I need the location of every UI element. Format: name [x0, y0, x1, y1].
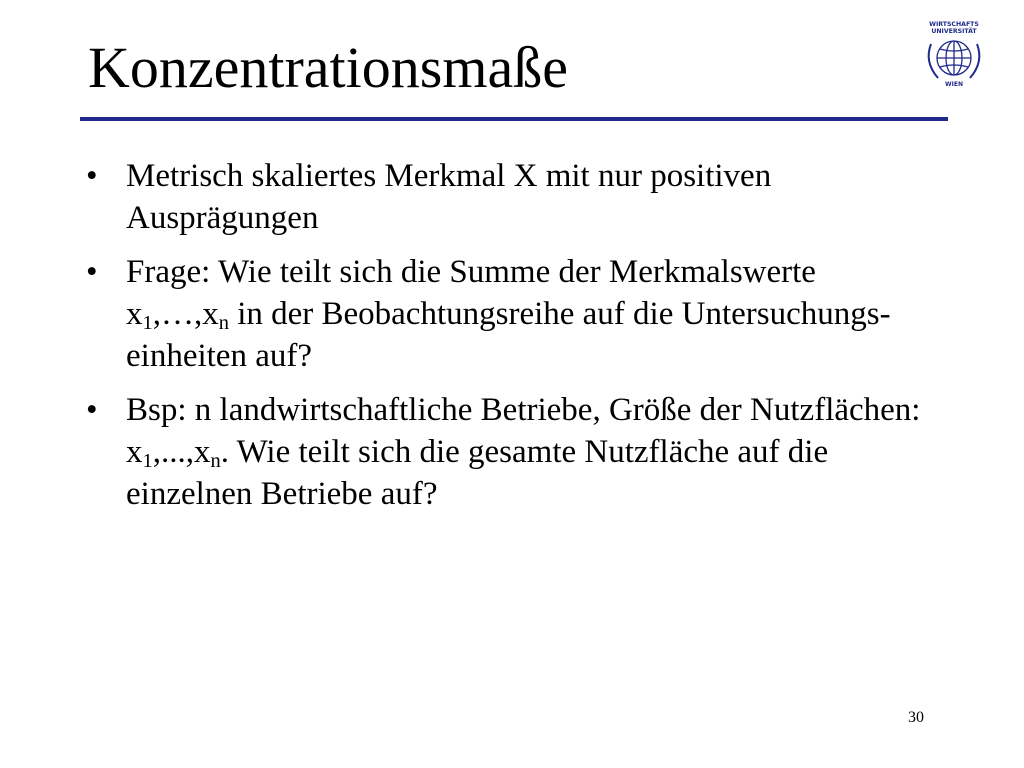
- page-number: 30: [908, 709, 924, 726]
- bullet-text: in der Beobachtungsreihe auf die Untersuchungs-einheiten auf?: [126, 296, 891, 374]
- bullet-text: . Wie teilt sich die gesamte Nutzfläche auf die einzelnen Betriebe auf?: [126, 434, 829, 512]
- subscript: 1: [142, 312, 153, 335]
- logo-text-line1: WIRTSCHAFTS: [929, 21, 979, 28]
- bullet-text: ,…,x: [152, 296, 219, 332]
- bullet-item: [86, 155, 922, 239]
- slide-title: Konzentrationsmaße: [88, 35, 568, 100]
- bullet-text: Bsp: n landwirtschaftliche Betriebe, Größe der Nutzflächen: x: [126, 392, 921, 470]
- subscript: 1: [142, 450, 153, 473]
- bullet-item: [86, 389, 922, 515]
- university-logo: [920, 18, 988, 90]
- globe-icon: [937, 41, 971, 75]
- bullet-list: [86, 155, 922, 527]
- subscript: n: [210, 450, 221, 473]
- bullet-text: ,...,x: [152, 434, 211, 470]
- logo-text-line3: WIEN: [945, 81, 963, 88]
- bullet-dot: •: [86, 254, 98, 290]
- bullet-dot: •: [86, 392, 98, 428]
- bullet-item: [86, 251, 922, 377]
- logo-text-line2: UNIVERSITÄT: [931, 28, 977, 35]
- bullet-text: Frage: Wie teilt sich die Summe der Merkmalswerte x: [126, 254, 816, 332]
- bullet-dot: •: [86, 158, 98, 194]
- title-underline: [80, 117, 948, 121]
- subscript: n: [218, 312, 229, 335]
- bullet-text: Metrisch skaliertes Merkmal X mit nur positiven Ausprägungen: [126, 158, 772, 236]
